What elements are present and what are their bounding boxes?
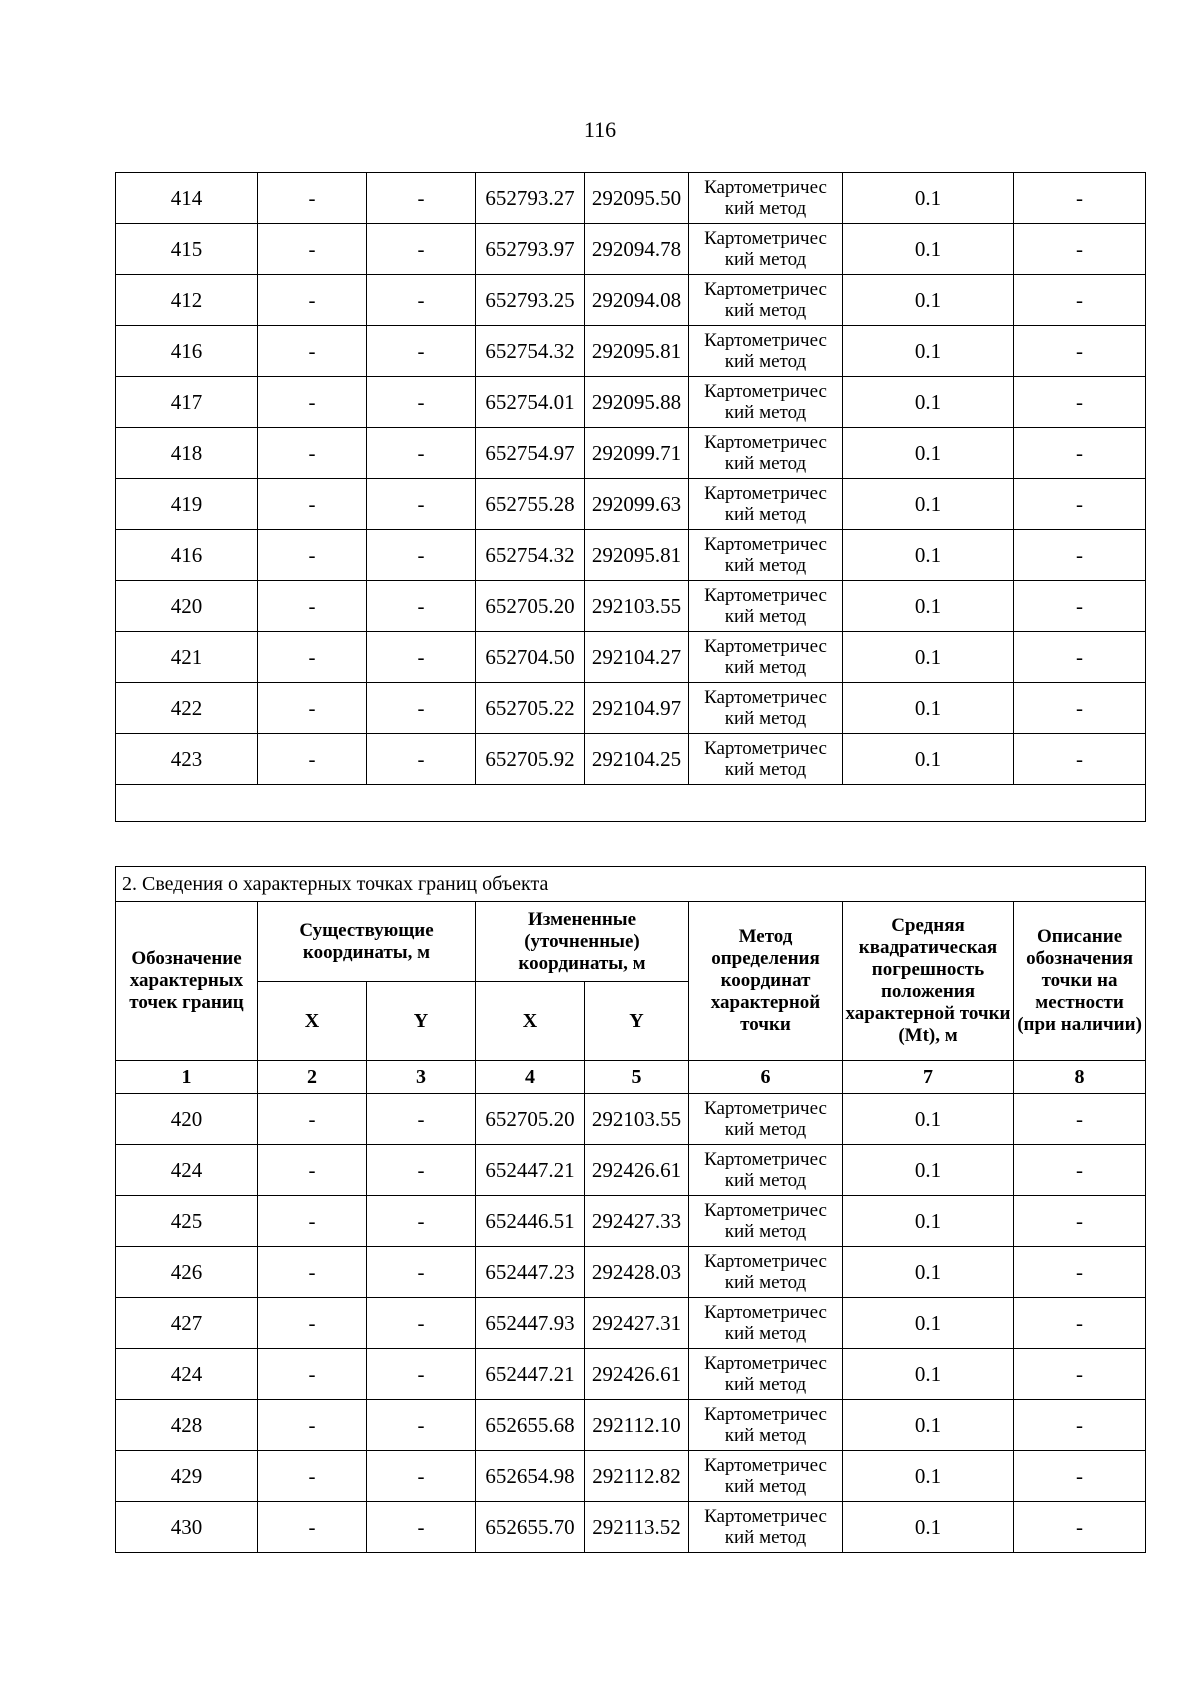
method-line-1: Картометричес <box>704 279 827 300</box>
header-changed-coordinates: Измененные (уточненные) координаты, м <box>476 902 689 982</box>
x-coordinate-cell: 652654.98 <box>476 1451 585 1502</box>
method-cell <box>689 1400 843 1451</box>
table-row <box>116 1349 1146 1400</box>
empty-cell <box>116 785 1146 822</box>
mean-error-cell: 0.1 <box>843 173 1014 224</box>
method-cell <box>689 224 843 275</box>
header-method: Метод определения координат характерной точки <box>689 902 843 1061</box>
point-cell: 429 <box>116 1451 258 1502</box>
table-row <box>116 479 1146 530</box>
x-coordinate-cell: 652754.01 <box>476 377 585 428</box>
existing-x-cell: - <box>258 224 367 275</box>
mean-error-cell: 0.1 <box>843 326 1014 377</box>
y-coordinate-cell: 292112.10 <box>585 1400 689 1451</box>
description-cell: - <box>1014 1247 1146 1298</box>
table2-header <box>116 867 1146 1094</box>
y-coordinate-cell: 292104.25 <box>585 734 689 785</box>
table-row <box>116 1094 1146 1145</box>
table1-empty-row <box>116 785 1146 822</box>
point-cell: 426 <box>116 1247 258 1298</box>
existing-x-cell: - <box>258 734 367 785</box>
method-cell <box>689 530 843 581</box>
y-coordinate-cell: 292112.82 <box>585 1451 689 1502</box>
y-coordinate-cell: 292099.63 <box>585 479 689 530</box>
existing-y-cell: - <box>367 1247 476 1298</box>
header-existing-coordinates: Существующие координаты, м <box>258 902 476 982</box>
description-cell: - <box>1014 1145 1146 1196</box>
method-line-2: кий метод <box>724 1476 807 1497</box>
method-cell <box>689 1349 843 1400</box>
point-cell: 415 <box>116 224 258 275</box>
mean-error-cell: 0.1 <box>843 1502 1014 1553</box>
existing-x-cell: - <box>258 1400 367 1451</box>
point-cell: 419 <box>116 479 258 530</box>
y-coordinate-cell: 292427.33 <box>585 1196 689 1247</box>
description-cell: - <box>1014 1349 1146 1400</box>
method-line-2: кий метод <box>724 351 807 372</box>
table-row <box>116 1196 1146 1247</box>
point-cell: 412 <box>116 275 258 326</box>
method-cell <box>689 326 843 377</box>
existing-y-cell: - <box>367 1349 476 1400</box>
x-coordinate-cell: 652447.93 <box>476 1298 585 1349</box>
method-line-2: кий метод <box>724 555 807 576</box>
existing-y-cell: - <box>367 377 476 428</box>
description-cell: - <box>1014 428 1146 479</box>
description-cell: - <box>1014 377 1146 428</box>
existing-y-cell: - <box>367 632 476 683</box>
y-coordinate-cell: 292094.78 <box>585 224 689 275</box>
method-cell <box>689 275 843 326</box>
method-line-2: кий метод <box>724 453 807 474</box>
description-cell: - <box>1014 275 1146 326</box>
point-cell: 424 <box>116 1349 258 1400</box>
existing-y-cell: - <box>367 428 476 479</box>
x-coordinate-cell: 652705.92 <box>476 734 585 785</box>
method-line-2: кий метод <box>724 198 807 219</box>
header-row-1 <box>116 902 1146 982</box>
existing-x-cell: - <box>258 1247 367 1298</box>
table-row <box>116 1247 1146 1298</box>
existing-y-cell: - <box>367 173 476 224</box>
column-number: 8 <box>1014 1061 1146 1094</box>
existing-y-cell: - <box>367 1196 476 1247</box>
mean-error-cell: 0.1 <box>843 479 1014 530</box>
point-cell: 414 <box>116 173 258 224</box>
description-cell: - <box>1014 326 1146 377</box>
header-changed-y: Y <box>585 982 689 1061</box>
x-coordinate-cell: 652447.21 <box>476 1145 585 1196</box>
description-cell: - <box>1014 479 1146 530</box>
existing-y-cell: - <box>367 326 476 377</box>
x-coordinate-cell: 652447.23 <box>476 1247 585 1298</box>
method-cell <box>689 377 843 428</box>
description-cell: - <box>1014 1196 1146 1247</box>
mean-error-cell: 0.1 <box>843 632 1014 683</box>
table-row <box>116 581 1146 632</box>
existing-y-cell: - <box>367 1400 476 1451</box>
y-coordinate-cell: 292104.27 <box>585 632 689 683</box>
description-cell: - <box>1014 530 1146 581</box>
existing-y-cell: - <box>367 224 476 275</box>
point-cell: 425 <box>116 1196 258 1247</box>
y-coordinate-cell: 292113.52 <box>585 1502 689 1553</box>
boundary-points-table-continued <box>115 172 1146 822</box>
table2-body <box>116 1094 1146 1553</box>
point-cell: 418 <box>116 428 258 479</box>
method-line-1: Картометричес <box>704 1404 827 1425</box>
header-mean-error: Средняя квадратическая погрешность положения характерной точки (Mt), м <box>843 902 1014 1061</box>
method-line-2: кий метод <box>724 1119 807 1140</box>
page-number: 116 <box>583 117 617 142</box>
method-line-2: кий метод <box>724 1527 807 1548</box>
method-line-2: кий метод <box>724 249 807 270</box>
existing-x-cell: - <box>258 1094 367 1145</box>
y-coordinate-cell: 292095.50 <box>585 173 689 224</box>
description-cell: - <box>1014 1094 1146 1145</box>
method-line-2: кий метод <box>724 504 807 525</box>
description-cell: - <box>1014 1502 1146 1553</box>
y-coordinate-cell: 292095.81 <box>585 530 689 581</box>
method-line-1: Картометричес <box>704 177 827 198</box>
method-cell <box>689 1094 843 1145</box>
column-number: 6 <box>689 1061 843 1094</box>
table-row <box>116 734 1146 785</box>
mean-error-cell: 0.1 <box>843 1400 1014 1451</box>
existing-x-cell: - <box>258 1502 367 1553</box>
header-changed-x: X <box>476 982 585 1061</box>
point-cell: 420 <box>116 581 258 632</box>
method-line-1: Картометричес <box>704 534 827 555</box>
description-cell: - <box>1014 632 1146 683</box>
existing-x-cell: - <box>258 428 367 479</box>
method-line-1: Картометричес <box>704 738 827 759</box>
x-coordinate-cell: 652447.21 <box>476 1349 585 1400</box>
method-line-1: Картометричес <box>704 381 827 402</box>
point-cell: 430 <box>116 1502 258 1553</box>
description-cell: - <box>1014 224 1146 275</box>
method-line-2: кий метод <box>724 1170 807 1191</box>
table-caption: 2. Сведения о характерных точках границ объекта <box>116 867 1146 902</box>
existing-y-cell: - <box>367 734 476 785</box>
existing-y-cell: - <box>367 581 476 632</box>
x-coordinate-cell: 652793.27 <box>476 173 585 224</box>
y-coordinate-cell: 292426.61 <box>585 1145 689 1196</box>
existing-x-cell: - <box>258 377 367 428</box>
description-cell: - <box>1014 173 1146 224</box>
method-line-1: Картометричес <box>704 585 827 606</box>
method-line-1: Картометричес <box>704 1200 827 1221</box>
existing-x-cell: - <box>258 581 367 632</box>
column-number: 7 <box>843 1061 1014 1094</box>
method-cell <box>689 632 843 683</box>
method-line-1: Картометричес <box>704 1251 827 1272</box>
existing-x-cell: - <box>258 479 367 530</box>
header-description: Описание обозначения точки на местности (при наличии) <box>1014 902 1146 1061</box>
column-number: 2 <box>258 1061 367 1094</box>
x-coordinate-cell: 652705.22 <box>476 683 585 734</box>
method-line-2: кий метод <box>724 657 807 678</box>
mean-error-cell: 0.1 <box>843 1298 1014 1349</box>
y-coordinate-cell: 292095.88 <box>585 377 689 428</box>
table-row <box>116 530 1146 581</box>
method-line-1: Картометричес <box>704 432 827 453</box>
mean-error-cell: 0.1 <box>843 1349 1014 1400</box>
header-existing-x: X <box>258 982 367 1061</box>
existing-x-cell: - <box>258 530 367 581</box>
mean-error-cell: 0.1 <box>843 1196 1014 1247</box>
method-line-1: Картометричес <box>704 1455 827 1476</box>
table-row <box>116 1298 1146 1349</box>
description-cell: - <box>1014 734 1146 785</box>
method-line-1: Картометричес <box>704 1353 827 1374</box>
x-coordinate-cell: 652754.32 <box>476 530 585 581</box>
description-cell: - <box>1014 581 1146 632</box>
existing-y-cell: - <box>367 1094 476 1145</box>
y-coordinate-cell: 292103.55 <box>585 581 689 632</box>
mean-error-cell: 0.1 <box>843 1247 1014 1298</box>
point-cell: 424 <box>116 1145 258 1196</box>
point-cell: 416 <box>116 530 258 581</box>
x-coordinate-cell: 652705.20 <box>476 581 585 632</box>
method-cell <box>689 1196 843 1247</box>
table-row <box>116 1145 1146 1196</box>
method-cell <box>689 1502 843 1553</box>
y-coordinate-cell: 292095.81 <box>585 326 689 377</box>
method-line-2: кий метод <box>724 1323 807 1344</box>
point-cell: 417 <box>116 377 258 428</box>
description-cell: - <box>1014 683 1146 734</box>
existing-y-cell: - <box>367 1145 476 1196</box>
method-line-2: кий метод <box>724 300 807 321</box>
mean-error-cell: 0.1 <box>843 275 1014 326</box>
mean-error-cell: 0.1 <box>843 428 1014 479</box>
existing-x-cell: - <box>258 275 367 326</box>
existing-x-cell: - <box>258 1298 367 1349</box>
mean-error-cell: 0.1 <box>843 530 1014 581</box>
method-line-2: кий метод <box>724 759 807 780</box>
x-coordinate-cell: 652655.68 <box>476 1400 585 1451</box>
existing-y-cell: - <box>367 1502 476 1553</box>
table-row <box>116 224 1146 275</box>
existing-y-cell: - <box>367 683 476 734</box>
point-cell: 428 <box>116 1400 258 1451</box>
y-coordinate-cell: 292094.08 <box>585 275 689 326</box>
header-existing-y: Y <box>367 982 476 1061</box>
method-cell <box>689 1247 843 1298</box>
description-cell: - <box>1014 1298 1146 1349</box>
method-cell <box>689 734 843 785</box>
column-number: 1 <box>116 1061 258 1094</box>
method-line-1: Картометричес <box>704 330 827 351</box>
existing-x-cell: - <box>258 1349 367 1400</box>
y-coordinate-cell: 292103.55 <box>585 1094 689 1145</box>
method-cell <box>689 1145 843 1196</box>
table-row <box>116 1400 1146 1451</box>
existing-x-cell: - <box>258 683 367 734</box>
x-coordinate-cell: 652655.70 <box>476 1502 585 1553</box>
method-cell <box>689 581 843 632</box>
table-row <box>116 275 1146 326</box>
table-row <box>116 173 1146 224</box>
table1-body <box>116 173 1146 822</box>
existing-y-cell: - <box>367 479 476 530</box>
method-line-1: Картометричес <box>704 1302 827 1323</box>
existing-y-cell: - <box>367 1298 476 1349</box>
description-cell: - <box>1014 1451 1146 1502</box>
existing-x-cell: - <box>258 1451 367 1502</box>
x-coordinate-cell: 652793.25 <box>476 275 585 326</box>
method-cell <box>689 428 843 479</box>
existing-y-cell: - <box>367 1451 476 1502</box>
method-line-1: Картометричес <box>704 1098 827 1119</box>
existing-y-cell: - <box>367 275 476 326</box>
table-row <box>116 632 1146 683</box>
method-line-1: Картометричес <box>704 483 827 504</box>
mean-error-cell: 0.1 <box>843 581 1014 632</box>
mean-error-cell: 0.1 <box>843 224 1014 275</box>
y-coordinate-cell: 292428.03 <box>585 1247 689 1298</box>
existing-x-cell: - <box>258 1145 367 1196</box>
x-coordinate-cell: 652754.97 <box>476 428 585 479</box>
method-line-2: кий метод <box>724 708 807 729</box>
method-cell <box>689 1298 843 1349</box>
existing-x-cell: - <box>258 326 367 377</box>
method-line-2: кий метод <box>724 1272 807 1293</box>
y-coordinate-cell: 292099.71 <box>585 428 689 479</box>
method-cell <box>689 479 843 530</box>
boundary-points-table <box>115 866 1146 1553</box>
x-coordinate-cell: 652793.97 <box>476 224 585 275</box>
method-cell <box>689 1451 843 1502</box>
method-cell <box>689 683 843 734</box>
method-line-1: Картометричес <box>704 1149 827 1170</box>
existing-x-cell: - <box>258 1196 367 1247</box>
table-row <box>116 428 1146 479</box>
table-row <box>116 377 1146 428</box>
x-coordinate-cell: 652755.28 <box>476 479 585 530</box>
method-line-2: кий метод <box>724 402 807 423</box>
method-line-1: Картометричес <box>704 636 827 657</box>
method-line-1: Картометричес <box>704 228 827 249</box>
existing-x-cell: - <box>258 632 367 683</box>
point-cell: 422 <box>116 683 258 734</box>
table-caption-row <box>116 867 1146 902</box>
mean-error-cell: 0.1 <box>843 734 1014 785</box>
method-line-1: Картометричес <box>704 687 827 708</box>
table-row <box>116 326 1146 377</box>
mean-error-cell: 0.1 <box>843 683 1014 734</box>
mean-error-cell: 0.1 <box>843 1451 1014 1502</box>
column-number: 4 <box>476 1061 585 1094</box>
method-line-2: кий метод <box>724 1425 807 1446</box>
header-point-designation: Обозначение характерных точек границ <box>116 902 258 1061</box>
x-coordinate-cell: 652754.32 <box>476 326 585 377</box>
x-coordinate-cell: 652704.50 <box>476 632 585 683</box>
x-coordinate-cell: 652446.51 <box>476 1196 585 1247</box>
mean-error-cell: 0.1 <box>843 377 1014 428</box>
y-coordinate-cell: 292427.31 <box>585 1298 689 1349</box>
method-cell <box>689 173 843 224</box>
point-cell: 427 <box>116 1298 258 1349</box>
mean-error-cell: 0.1 <box>843 1094 1014 1145</box>
method-line-2: кий метод <box>724 1374 807 1395</box>
column-number: 5 <box>585 1061 689 1094</box>
point-cell: 421 <box>116 632 258 683</box>
table-row <box>116 1451 1146 1502</box>
mean-error-cell: 0.1 <box>843 1145 1014 1196</box>
point-cell: 416 <box>116 326 258 377</box>
table-row <box>116 1502 1146 1553</box>
column-numbers-row <box>116 1061 1146 1094</box>
y-coordinate-cell: 292104.97 <box>585 683 689 734</box>
method-line-2: кий метод <box>724 1221 807 1242</box>
point-cell: 420 <box>116 1094 258 1145</box>
method-line-1: Картометричес <box>704 1506 827 1527</box>
column-number: 3 <box>367 1061 476 1094</box>
table-row <box>116 683 1146 734</box>
existing-x-cell: - <box>258 173 367 224</box>
point-cell: 423 <box>116 734 258 785</box>
description-cell: - <box>1014 1400 1146 1451</box>
y-coordinate-cell: 292426.61 <box>585 1349 689 1400</box>
x-coordinate-cell: 652705.20 <box>476 1094 585 1145</box>
method-line-2: кий метод <box>724 606 807 627</box>
existing-y-cell: - <box>367 530 476 581</box>
